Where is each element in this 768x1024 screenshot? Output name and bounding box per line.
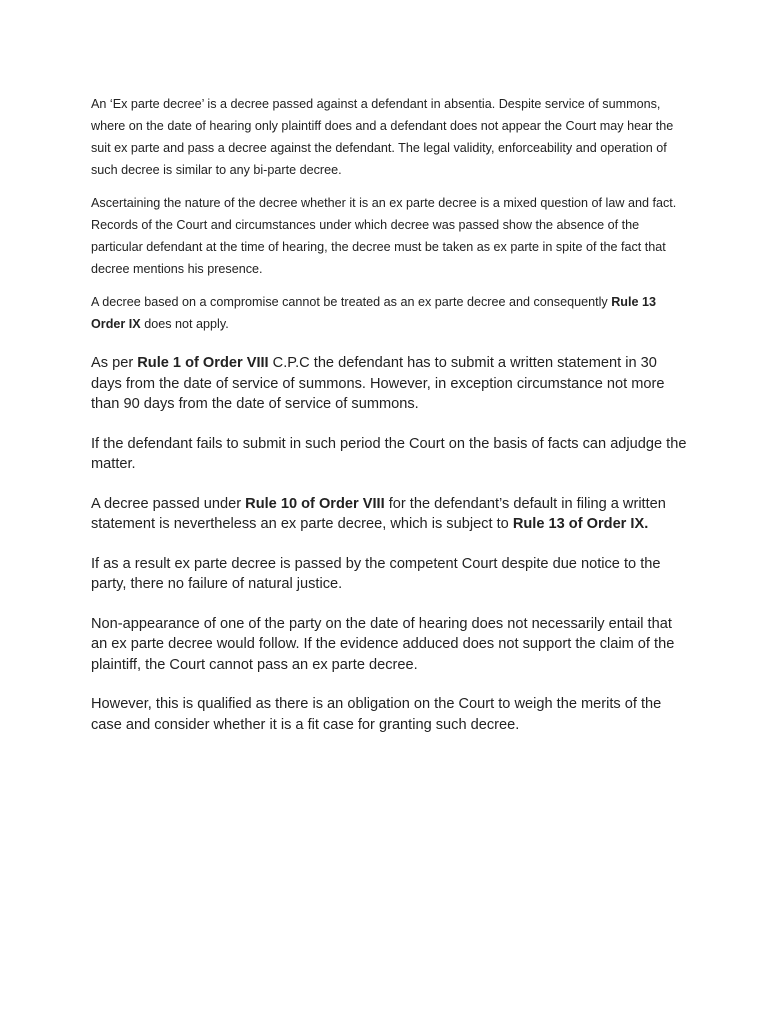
paragraph-text: C.P.C the defendant has to submit a written statement in 30 days from the date of service of summons. However, in exception circumstance not more than 90 days from the date of service of summons. bbox=[91, 355, 665, 412]
paragraph-non-appearance: Non-appearance of one of the party on the date of hearing does not necessarily entail that an ex parte decree would follow. If the evidence adduced does not support the claim of the plaintiff, the Court cannot pass an ex parte decree. bbox=[91, 615, 675, 673]
bold-reference: Rule 13 of Order IX. bbox=[512, 516, 649, 532]
paragraph-default-decree bbox=[91, 494, 691, 535]
paragraph-text: As per bbox=[91, 355, 138, 371]
paragraph-nature-of-decree: Ascertaining the nature of the decree whether it is an ex parte decree is a mixed question of law and fact. Records of the Court and circumstances under which decree was passed show the absence of the particular defendant at the time of hearing, the decree must be taken as ex parte in spite of the fact that decree mentions his presence. bbox=[91, 196, 677, 276]
paragraph-natural-justice: If as a result ex parte decree is passed by the competent Court despite due notice to the party, there no failure of natural justice. bbox=[91, 555, 661, 592]
paragraph-compromise-decree bbox=[91, 291, 691, 335]
paragraph-ex-parte-definition: An ‘Ex parte decree’ is a decree passed against a defendant in absentia. Despite service of summons, where on the date of hearing only plaintiff does and a defendant does not appear the Court may hear the suit ex parte and pass a decree against the defendant. The legal validity, enforceability and operation of such decree is similar to any bi-parte decree. bbox=[91, 97, 674, 177]
paragraph-text: does not apply. bbox=[140, 317, 229, 331]
paragraph-text: for the defendant’s default in filing a written statement is nevertheless an ex parte decree, which is subject to bbox=[91, 495, 666, 532]
bold-reference: Rule 13 Order IX bbox=[91, 295, 656, 331]
paragraph-written-statement bbox=[91, 353, 691, 415]
paragraph-qualification: However, this is qualified as there is an obligation on the Court to weigh the merits of the case and consider whether it is a fit case for granting such decree. bbox=[91, 696, 662, 733]
document-page bbox=[91, 93, 691, 754]
bold-reference: Rule 10 of Order VIII bbox=[245, 495, 385, 512]
paragraph-text: A decree based on a compromise cannot be treated as an ex parte decree and consequently bbox=[91, 295, 612, 309]
paragraph-text: A decree passed under bbox=[91, 495, 246, 512]
bold-reference: Rule 1 of Order VIII bbox=[137, 355, 269, 371]
paragraph-failure-to-submit: If the defendant fails to submit in such period the Court on the basis of facts can adjudge the matter. bbox=[91, 435, 687, 472]
